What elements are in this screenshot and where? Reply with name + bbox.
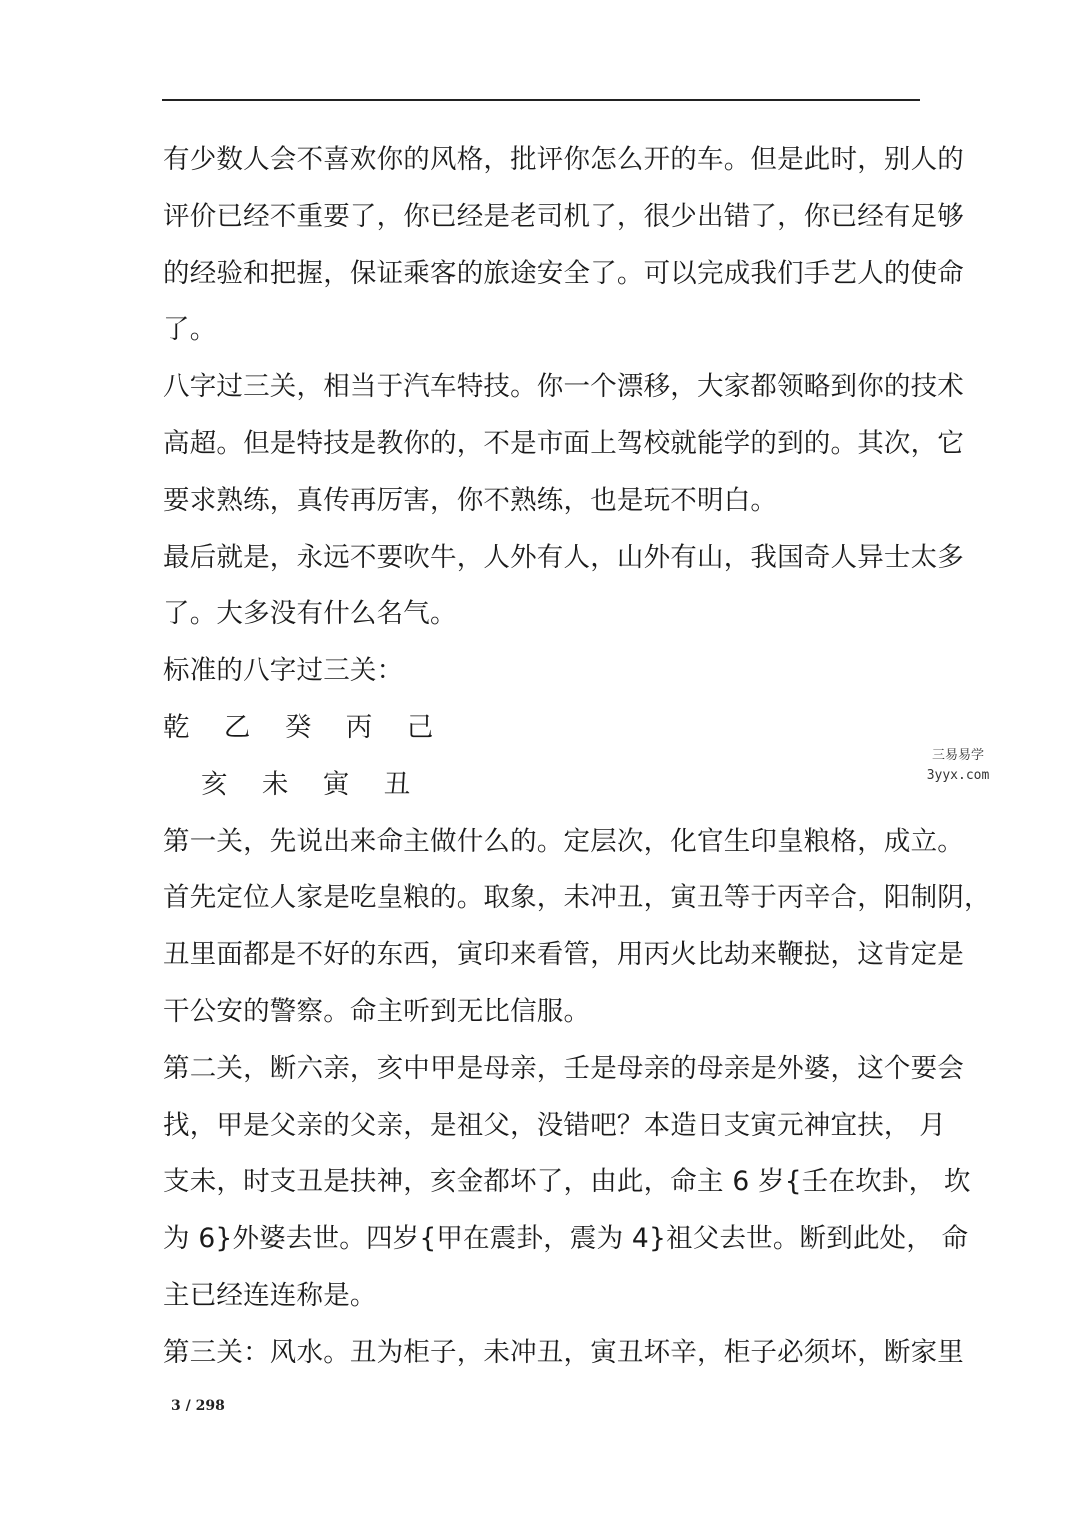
text-line: 第二关，断六亲，亥中甲是母亲，壬是母亲的母亲是外婆，这个要会 <box>163 1052 964 1084</box>
bazi-stems-line: 乾 乙 癸 丙 己 <box>163 711 447 743</box>
text-line: 有少数人会不喜欢你的风格，批评你怎么开的车。但是此时，别人的 <box>163 144 964 175</box>
watermark-url: 3yyx.com <box>926 768 990 783</box>
text-line: 要求熟练，真传再厉害，你不熟练，也是玩不明白。 <box>163 484 778 516</box>
watermark <box>918 746 998 786</box>
text-line: 八字过三关，相当于汽车特技。你一个漂移，大家都领略到你的技术 <box>163 371 964 403</box>
text-line: 支未，时支丑是扶神，亥金都坏了，由此，命主 6 岁{壬在坎卦， 坎 <box>163 1166 971 1198</box>
header-rule <box>162 99 920 101</box>
text-line: 干公安的警察。命主听到无比信服。 <box>163 995 591 1027</box>
text-line: 丑里面都是不好的东西，寅印来看管，用丙火比劫来鞭挞，这肯定是 <box>163 939 964 971</box>
watermark-title: 三易易学 <box>931 748 984 763</box>
page-number: 3 / 298 <box>171 1398 225 1414</box>
text-line: 高超。但是特技是教你的，不是市面上驾校就能学的到的。其次，它 <box>163 427 964 459</box>
text-line: 首先定位人家是吃皇粮的。取象，未冲丑，寅丑等于丙辛合，阳制阴， <box>163 882 991 914</box>
text-line: 最后就是，永远不要吹牛，人外有人，山外有山，我国奇人异士太多 <box>163 541 964 573</box>
section-heading: 标准的八字过三关： <box>163 655 404 687</box>
text-line: 第三关：风水。丑为柜子，未冲丑，寅丑坏辛，柜子必须坏，断家里 <box>163 1336 964 1368</box>
text-line: 为 6}外婆去世。四岁{甲在震卦，震为 4}祖父去世。断到此处， 命 <box>163 1223 969 1255</box>
text-line: 的经验和把握，保证乘客的旅途安全了。可以完成我们手艺人的使命 <box>163 257 964 289</box>
text-line: 了。 <box>163 314 217 346</box>
text-line: 评价已经不重要了，你已经是老司机了，很少出错了，你已经有足够 <box>163 200 964 232</box>
bazi-branches-line: 亥 未 寅 丑 <box>201 768 424 800</box>
text-line: 第一关，先说出来命主做什么的。定层次，化官生印皇粮格，成立。 <box>163 825 964 857</box>
text-line: 找，甲是父亲的父亲，是祖父，没错吧？本造日支寅元神宜扶， 月 <box>163 1109 946 1141</box>
text-line: 主已经连连称是。 <box>163 1279 377 1311</box>
text-line: 了。大多没有什么名气。 <box>163 598 457 630</box>
